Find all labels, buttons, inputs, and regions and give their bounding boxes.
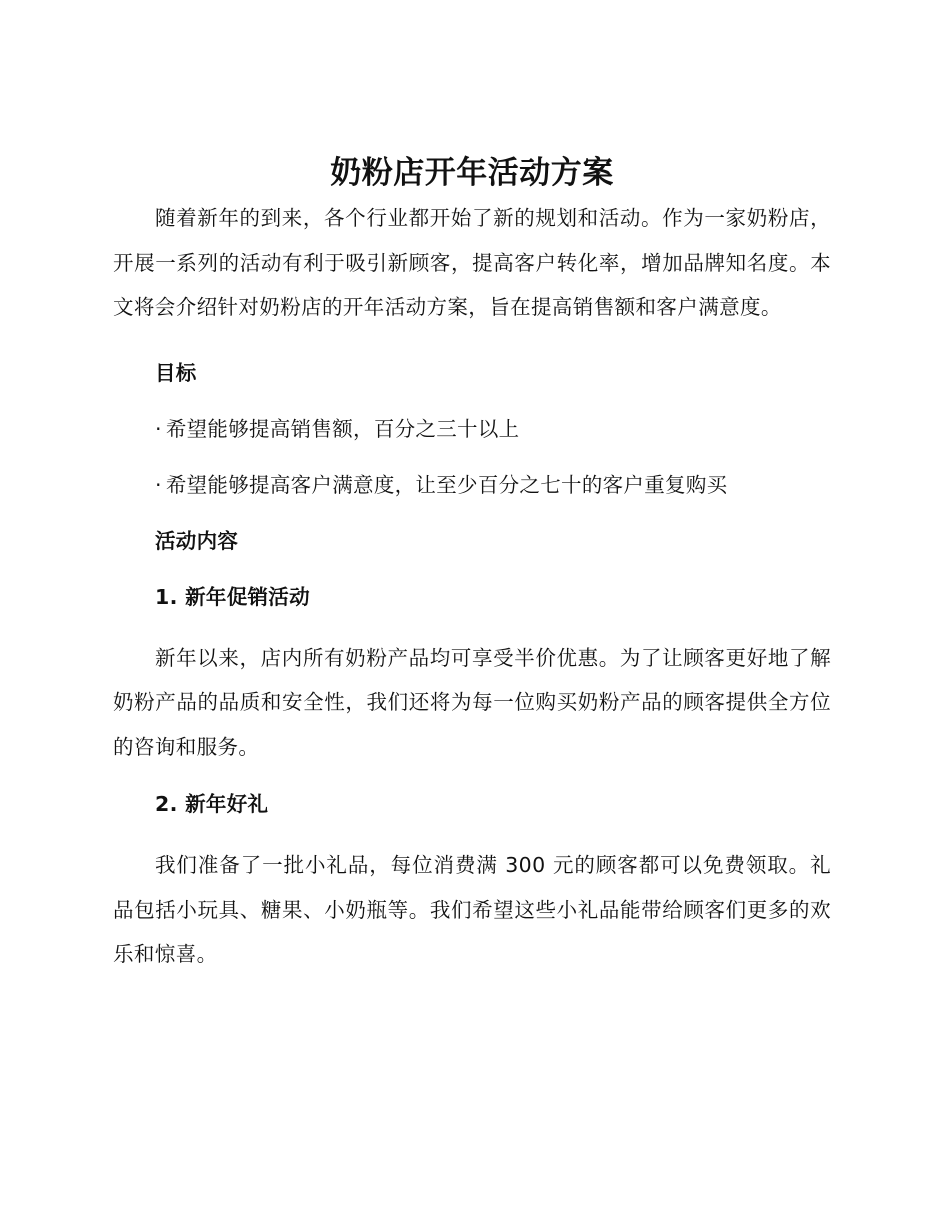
spacer <box>113 330 831 358</box>
spacer <box>113 612 831 636</box>
document-content <box>113 150 831 977</box>
goal-item-text: 希望能够提高销售额，百分之三十以上 <box>165 416 520 441</box>
spacer <box>113 819 831 843</box>
bullet-icon: · <box>155 416 162 441</box>
spacer <box>113 388 831 414</box>
bullet-icon: · <box>155 472 162 497</box>
section-heading: 1. 新年促销活动 <box>155 584 310 609</box>
spacer <box>113 769 831 789</box>
goals-heading: 目标 <box>155 360 197 385</box>
document-title: 奶粉店开年活动方案 <box>330 155 614 191</box>
goal-item <box>113 470 831 500</box>
spacer <box>113 444 831 470</box>
section-heading: 2. 新年好礼 <box>155 792 269 816</box>
spacer <box>113 500 831 526</box>
section-body: 新年以来，店内所有奶粉产品均可享受半价优惠。为了让顾客更好地了解奶粉产品的品质和安全性，我们还将为每一位购买奶粉产品的顾客提供全方位的咨询和服务。 <box>113 645 831 759</box>
spacer <box>113 556 831 582</box>
activities-heading: 活动内容 <box>155 528 239 553</box>
section-body: 我们准备了一批小礼品，每位消费满 300 元的顾客都可以免费领取。礼品包括小玩具、糖果、小奶瓶等。我们希望这些小礼品能带给顾客们更多的欢乐和惊喜。 <box>113 853 831 966</box>
goal-item <box>113 414 831 444</box>
goal-item-text: 希望能够提高客户满意度，让至少百分之七十的客户重复购买 <box>165 472 728 497</box>
intro-paragraph: 随着新年的到来，各个行业都开始了新的规划和活动。作为一家奶粉店，开展一系列的活动有利于吸引新顾客，提高客户转化率，增加品牌知名度。本文将会介绍针对奶粉店的开年活动方案，旨在提高销售额和客户满意度。 <box>113 206 831 319</box>
